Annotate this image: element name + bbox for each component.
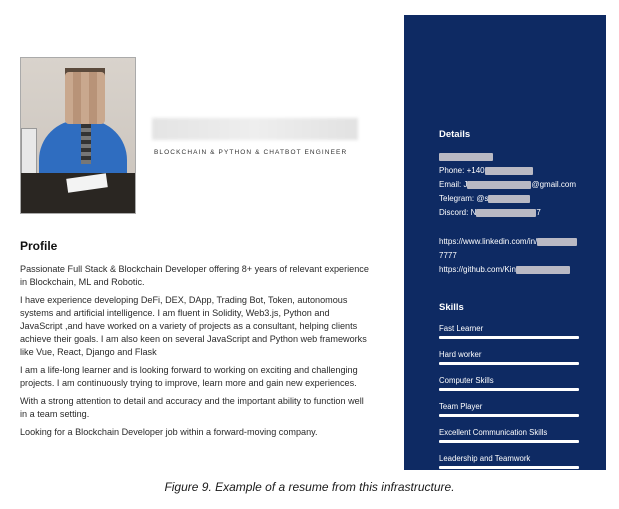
discord-prefix: Discord: N: [439, 208, 477, 217]
github-text: https://github.com/Kin: [439, 265, 516, 274]
linkedin-line: [439, 237, 577, 246]
github-line: [439, 265, 570, 274]
profile-paragraph: With a strong attention to detail and accuracy and the important ability to function well in a team setting.: [20, 396, 364, 419]
redacted-detail-name: [439, 152, 493, 161]
job-title: BLOCKCHAIN & PYTHON & CHATBOT ENGINEER: [154, 149, 348, 156]
profile-paragraph: I have experience developing DeFi, DEX, DApp, Trading Bot, Token, autonomous systems and artificial intelligence. I am fluent in Solidity, Web3.js, Python and JavaScript ,and have worked on a variety of projects as a consultant, helping clients achieve their goals. I am also keen on several JavaScript and Python web frameworks like Vue, React, Django and Flask: [20, 295, 367, 357]
email-prefix: Email: J: [439, 180, 468, 189]
skill-item: [439, 454, 579, 469]
profile-text: [20, 263, 370, 444]
skill-bar: [439, 466, 579, 469]
skill-label: Team Player: [439, 402, 483, 411]
email-line: [439, 180, 576, 189]
skill-bar: [439, 414, 579, 417]
skill-bar: [439, 440, 579, 443]
skill-bar: [439, 362, 579, 365]
skill-item: [439, 402, 579, 417]
skill-item: [439, 324, 579, 339]
skill-bar: [439, 388, 579, 391]
profile-heading: Profile: [20, 239, 58, 253]
linkedin-text: https://www.linkedin.com/in/: [439, 237, 538, 246]
skills-heading: Skills: [439, 302, 464, 313]
profile-paragraph: Passionate Full Stack & Blockchain Developer offering 8+ years of relevant experience in Blockchain, ML and Robotic.: [20, 264, 369, 287]
skill-label: Computer Skills: [439, 376, 494, 385]
profile-photo: [20, 57, 136, 214]
skill-label: Hard worker: [439, 350, 482, 359]
telegram-text: Telegram: @s: [439, 194, 489, 203]
telegram-line: [439, 194, 530, 203]
sidebar: [404, 15, 606, 470]
redacted-name: [152, 118, 358, 140]
phone-line: [439, 166, 533, 175]
discord-suffix: 7: [536, 208, 541, 217]
linkedin-cont: 7777: [439, 251, 457, 260]
profile-paragraph: Looking for a Blockchain Developer job within a forward-moving company.: [20, 427, 318, 437]
skill-item: [439, 376, 579, 391]
email-suffix: @gmail.com: [531, 180, 577, 189]
figure-caption: Figure 9. Example of a resume from this infrastructure.: [164, 480, 455, 494]
skill-label: Fast Learner: [439, 324, 484, 333]
phone-text: Phone: +140: [439, 166, 485, 175]
discord-line: [439, 208, 541, 217]
skill-item: [439, 350, 579, 365]
skill-label: Excellent Communication Skills: [439, 428, 548, 437]
details-heading: Details: [439, 129, 471, 140]
profile-paragraph: I am a life-long learner and is looking forward to working on exciting and challenging projects. I am continuously trying to improve, learn more and gain new experiences.: [20, 365, 358, 388]
skill-bar: [439, 336, 579, 339]
skill-label: Leadership and Teamwork: [439, 454, 531, 463]
skill-item: [439, 428, 579, 443]
